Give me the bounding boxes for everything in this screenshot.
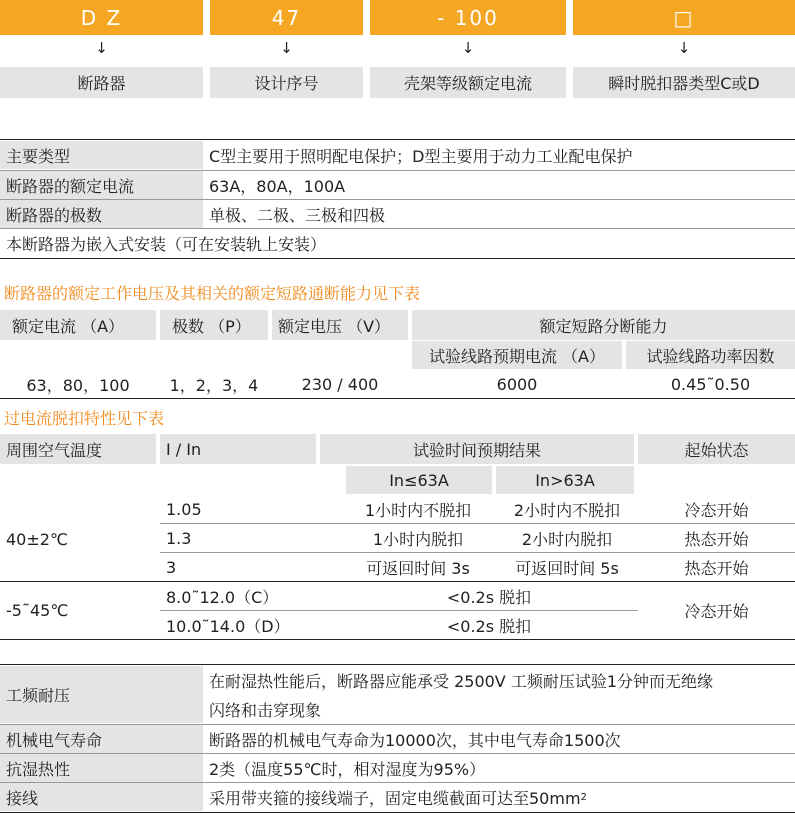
col-header-ratio: I / In <box>160 434 316 464</box>
arrow-down-icon: ↓ <box>95 39 108 57</box>
code-box-100 <box>370 0 566 35</box>
ratio-value: 10.0˜14.0（D） <box>166 616 290 636</box>
prop-value: 2类（温度55℃时，相对湿度为95%） <box>209 759 486 779</box>
spec-value: C型主要用于照明配电保护；D型主要用于动力工业配电保护 <box>209 146 633 166</box>
result-le63: 1小时内不脱扣 <box>364 501 472 520</box>
ratio-value: 3 <box>166 557 177 577</box>
col-header-voltage: 额定电压 （V） <box>272 310 408 340</box>
code-text: 47 <box>271 5 302 30</box>
value-voltage: 230 / 400 <box>301 374 379 394</box>
col-header-initial-state: 起始状态 <box>638 434 795 464</box>
spec-value: 63A，80A，100A <box>209 176 346 196</box>
initial-state: 热态开始 <box>684 529 749 549</box>
col-header-current: 额定电流 （A） <box>0 310 156 340</box>
result-gt63: 2小时内不脱扣 <box>513 501 621 520</box>
result-gt63: 2小时内脱扣 <box>521 529 613 549</box>
subheader-gt63: In>63A <box>496 466 634 494</box>
prop-label: 抗湿热性 <box>0 754 203 782</box>
spec-value: 单极、二极、三极和四极 <box>209 205 386 225</box>
code-label-design: 设计序号 <box>210 67 363 98</box>
code-box-dz <box>0 0 203 35</box>
arrow-down-icon: ↓ <box>280 39 293 57</box>
code-text: D Z <box>80 5 123 30</box>
value-poles: 1，2，3，4 <box>169 375 259 395</box>
prop-value: 断路器的机械电气寿命为10000次，其中电气寿命1500次 <box>209 730 621 750</box>
prop-value: 在耐湿热性能后，断路器应能承受 2500V 工频耐压试验1分钟而无绝缘 <box>209 671 714 691</box>
result-instant: <0.2s 脱扣 <box>446 587 532 607</box>
overcurrent-heading: 过电流脱扣特性见下表 <box>4 408 165 428</box>
prop-value <box>203 783 795 811</box>
code-box-47 <box>210 0 363 35</box>
prop-value-cont: 闪络和击穿现象 <box>209 700 322 720</box>
voltage-heading: 断路器的额定工作电压及其相关的额定短路通断能力见下表 <box>4 283 421 303</box>
temp-range-1: 40±2℃ <box>6 529 68 549</box>
subheader-test-current: 试验线路预期电流 （A） <box>412 341 622 369</box>
subheader-le63: In≤63A <box>346 466 492 494</box>
result-instant: <0.2s 脱扣 <box>446 616 532 636</box>
arrow-down-icon: ↓ <box>677 39 691 57</box>
ratio-value: 8.0˜12.0（C） <box>166 587 279 607</box>
code-text: - 100 <box>437 5 499 30</box>
prop-label: 工频耐压 <box>0 666 203 723</box>
code-text: □ <box>673 5 695 30</box>
code-label-breaker: 断路器 <box>0 67 203 98</box>
prop-value-text: 采用带夹箍的接线端子，固定电缆截面可达至50mm <box>209 788 581 808</box>
col-header-breaking-capacity: 额定短路分断能力 <box>412 310 795 340</box>
initial-state: 冷态开始 <box>684 501 749 520</box>
spec-label: 断路器的额定电流 <box>0 171 203 199</box>
spec-label: 断路器的极数 <box>0 200 203 228</box>
col-header-temperature: 周围空气温度 <box>0 434 156 464</box>
superscript: 2 <box>580 791 587 803</box>
result-gt63: 可返回时间 5s <box>515 558 619 578</box>
temp-range-2: -5˜45℃ <box>6 600 69 620</box>
col-header-poles: 极数 （P） <box>160 310 268 340</box>
code-box-type <box>573 0 795 35</box>
prop-label: 接线 <box>0 783 203 811</box>
initial-state: 冷态开始 <box>684 601 749 621</box>
prop-label: 机械电气寿命 <box>0 725 203 753</box>
spec-note: 本断路器为嵌入式安装（可在安装轨上安装） <box>6 234 327 254</box>
arrow-down-icon: ↓ <box>461 39 475 57</box>
code-label-frame: 壳架等级额定电流 <box>370 67 566 98</box>
subheader-power-factor: 试验线路功率因数 <box>626 341 795 369</box>
value-test-current: 6000 <box>496 374 538 394</box>
initial-state: 热态开始 <box>684 558 749 578</box>
col-header-test-result: 试验时间预期结果 <box>320 434 634 464</box>
result-le63: 1小时内脱扣 <box>372 529 464 549</box>
spec-label: 主要类型 <box>0 141 203 169</box>
code-label-trip-type: 瞬时脱扣器类型C或D <box>573 67 795 98</box>
value-current: 63，80，100 <box>26 375 130 395</box>
ratio-value: 1.05 <box>166 500 202 519</box>
value-power-factor: 0.45˜0.50 <box>670 374 751 394</box>
ratio-value: 1.3 <box>166 528 192 548</box>
result-le63: 可返回时间 3s <box>366 558 470 578</box>
